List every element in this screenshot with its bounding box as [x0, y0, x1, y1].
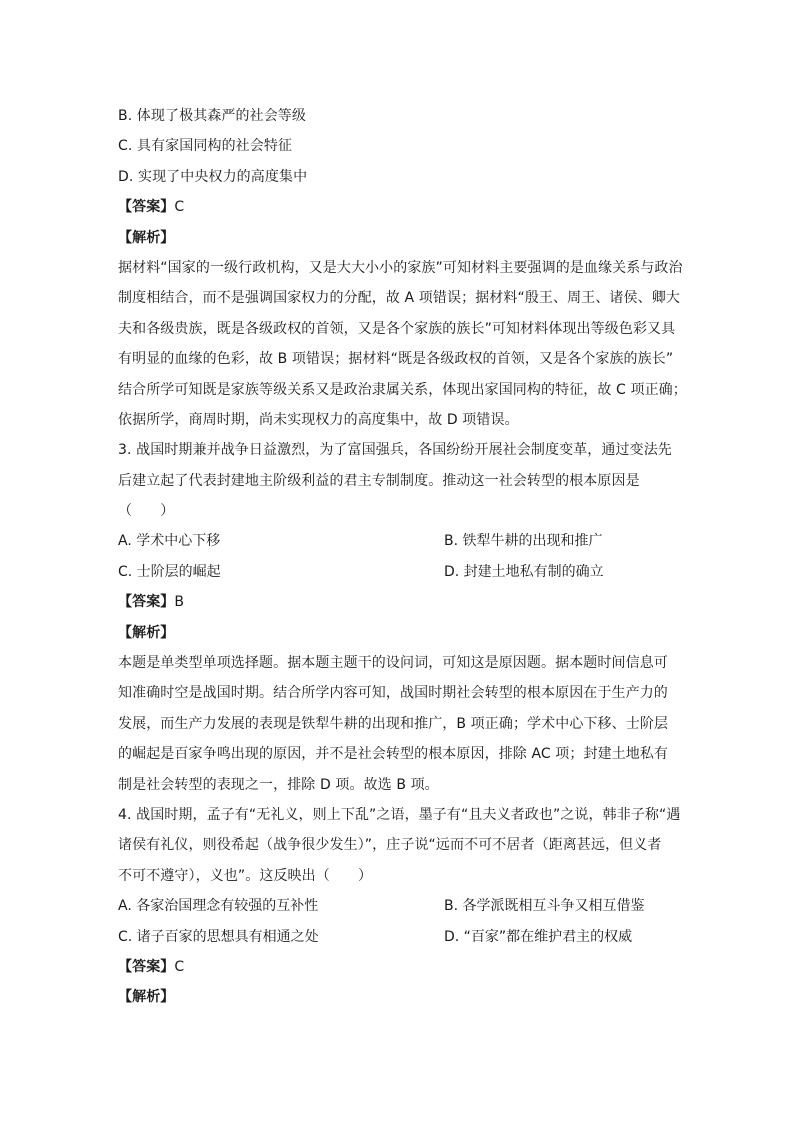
q4-option-c: C. 诸子百家的思想具有相通之处 — [118, 928, 319, 945]
q3-stem-line: 后建立起了代表封建地主阶级利益的君主专制制度。推动这一社会转型的根本原因是 — [118, 472, 640, 489]
q3-answer — [118, 587, 684, 617]
q3-option-d: D. 封建土地私有制的确立 — [444, 563, 604, 580]
q2-option-c: C. 具有家国同构的社会特征 — [118, 138, 293, 155]
q2-analysis-line: 依据所学，商周时期，尚未实现权力的高度集中，故 D 项错误。 — [118, 411, 519, 428]
q3-analysis-line: 发展，而生产力发展的表现是铁犁牛耕的出现和推广，B 项正确；学术中心下移、士阶层 — [118, 715, 669, 732]
q3-option-c: C. 士阶层的崛起 — [118, 563, 221, 580]
q4-answer — [118, 952, 684, 982]
q2-answer-label: 【答案】 — [118, 199, 175, 216]
q2-analysis-line: 据材料“国家的一级行政机构，又是大大小小的家族”可知材料主要强调的是血缘关系与政治 — [118, 259, 683, 276]
q4-answer-label: 【答案】 — [118, 958, 175, 975]
document-page — [118, 101, 687, 1013]
q4-stem-line: 4. 战国时期，孟子有“无礼义，则上下乱”之语，墨子有“且夫义者政也”之说，韩非子称“遇 — [118, 806, 681, 823]
q3-analysis-line: 知准确时空是战国时期。结合所学内容可知，战国时期社会转型的根本原因在于生产力的 — [118, 685, 668, 702]
q3-option-a: A. 学术中心下移 — [118, 533, 221, 550]
q2-analysis-line: 夫和各级贵族，既是各级政权的首领，又是各个家族的族长”可知材料体现出等级色彩又具 — [118, 320, 676, 337]
q3-options-row-1 — [118, 526, 684, 556]
q3-analysis-line: 本题是单类型单项选择题。据本题主题干的设问词，可知这是原因题。据本题时间信息可 — [118, 655, 668, 672]
q4-answer-value: C — [174, 958, 185, 975]
q4-options-row-1 — [118, 891, 684, 921]
q3-answer-value: B — [174, 594, 185, 611]
q4-analysis-label: 【解析】 — [118, 989, 175, 1006]
q2-answer-value: C — [174, 199, 185, 216]
q2-analysis-line: 结合所学可知既是家族等级关系又是政治隶属关系，体现出家国同构的特征，故 C 项正确； — [118, 381, 687, 398]
q2-analysis-line: 有明显的血缘的色彩，故 B 项错误；据材料“既是各级政权的首领，又是各个家族的族长” — [118, 351, 674, 368]
q2-option-b: B. 体现了极其森严的社会等级 — [118, 108, 307, 124]
q3-analysis-line: 的崛起是百家争鸣出现的原因，并不是社会转型的根本原因，排除 AC 项；封建土地私有 — [118, 746, 669, 763]
q3-analysis-label: 【解析】 — [118, 624, 175, 641]
q4-stem-line: 不可不遵守），义也”。这反映出（ ） — [118, 867, 373, 884]
q2-option-d: D. 实现了中央权力的高度集中 — [118, 168, 308, 185]
q4-option-a: A. 各家治国理念有较强的互补性 — [118, 898, 319, 915]
q2-answer — [118, 192, 684, 222]
q4-options-row-2 — [118, 922, 684, 952]
q2-analysis-line: 制度相结合，而不是强调国家权力的分配，故 A 项错误；据材料“殷王、周王、诸侯、卿大 — [118, 290, 680, 307]
q3-option-b: B. 铁犁牛耕的出现和推广 — [444, 533, 603, 550]
q3-answer-label: 【答案】 — [118, 594, 175, 611]
q3-stem-line: （ ） — [118, 503, 175, 520]
q4-option-d: D. “百家”都在维护君主的权威 — [444, 928, 633, 945]
q4-stem-line: 诸侯有礼仪，则役希起（战争很少发生）”，庄子说“远而不可不居者（距离甚远，但义者 — [118, 837, 662, 854]
q3-stem-line: 3. 战国时期兼并战争日益激烈，为了富国强兵，各国纷纷开展社会制度变革，通过变法先 — [118, 442, 672, 459]
q2-analysis-label: 【解析】 — [118, 229, 175, 246]
q3-analysis-line: 制是社会转型的表现之一，排除 D 项。故选 B 项。 — [118, 776, 439, 793]
q4-option-b: B. 各学派既相互斗争又相互借鉴 — [444, 898, 645, 915]
q3-options-row-2 — [118, 557, 684, 587]
